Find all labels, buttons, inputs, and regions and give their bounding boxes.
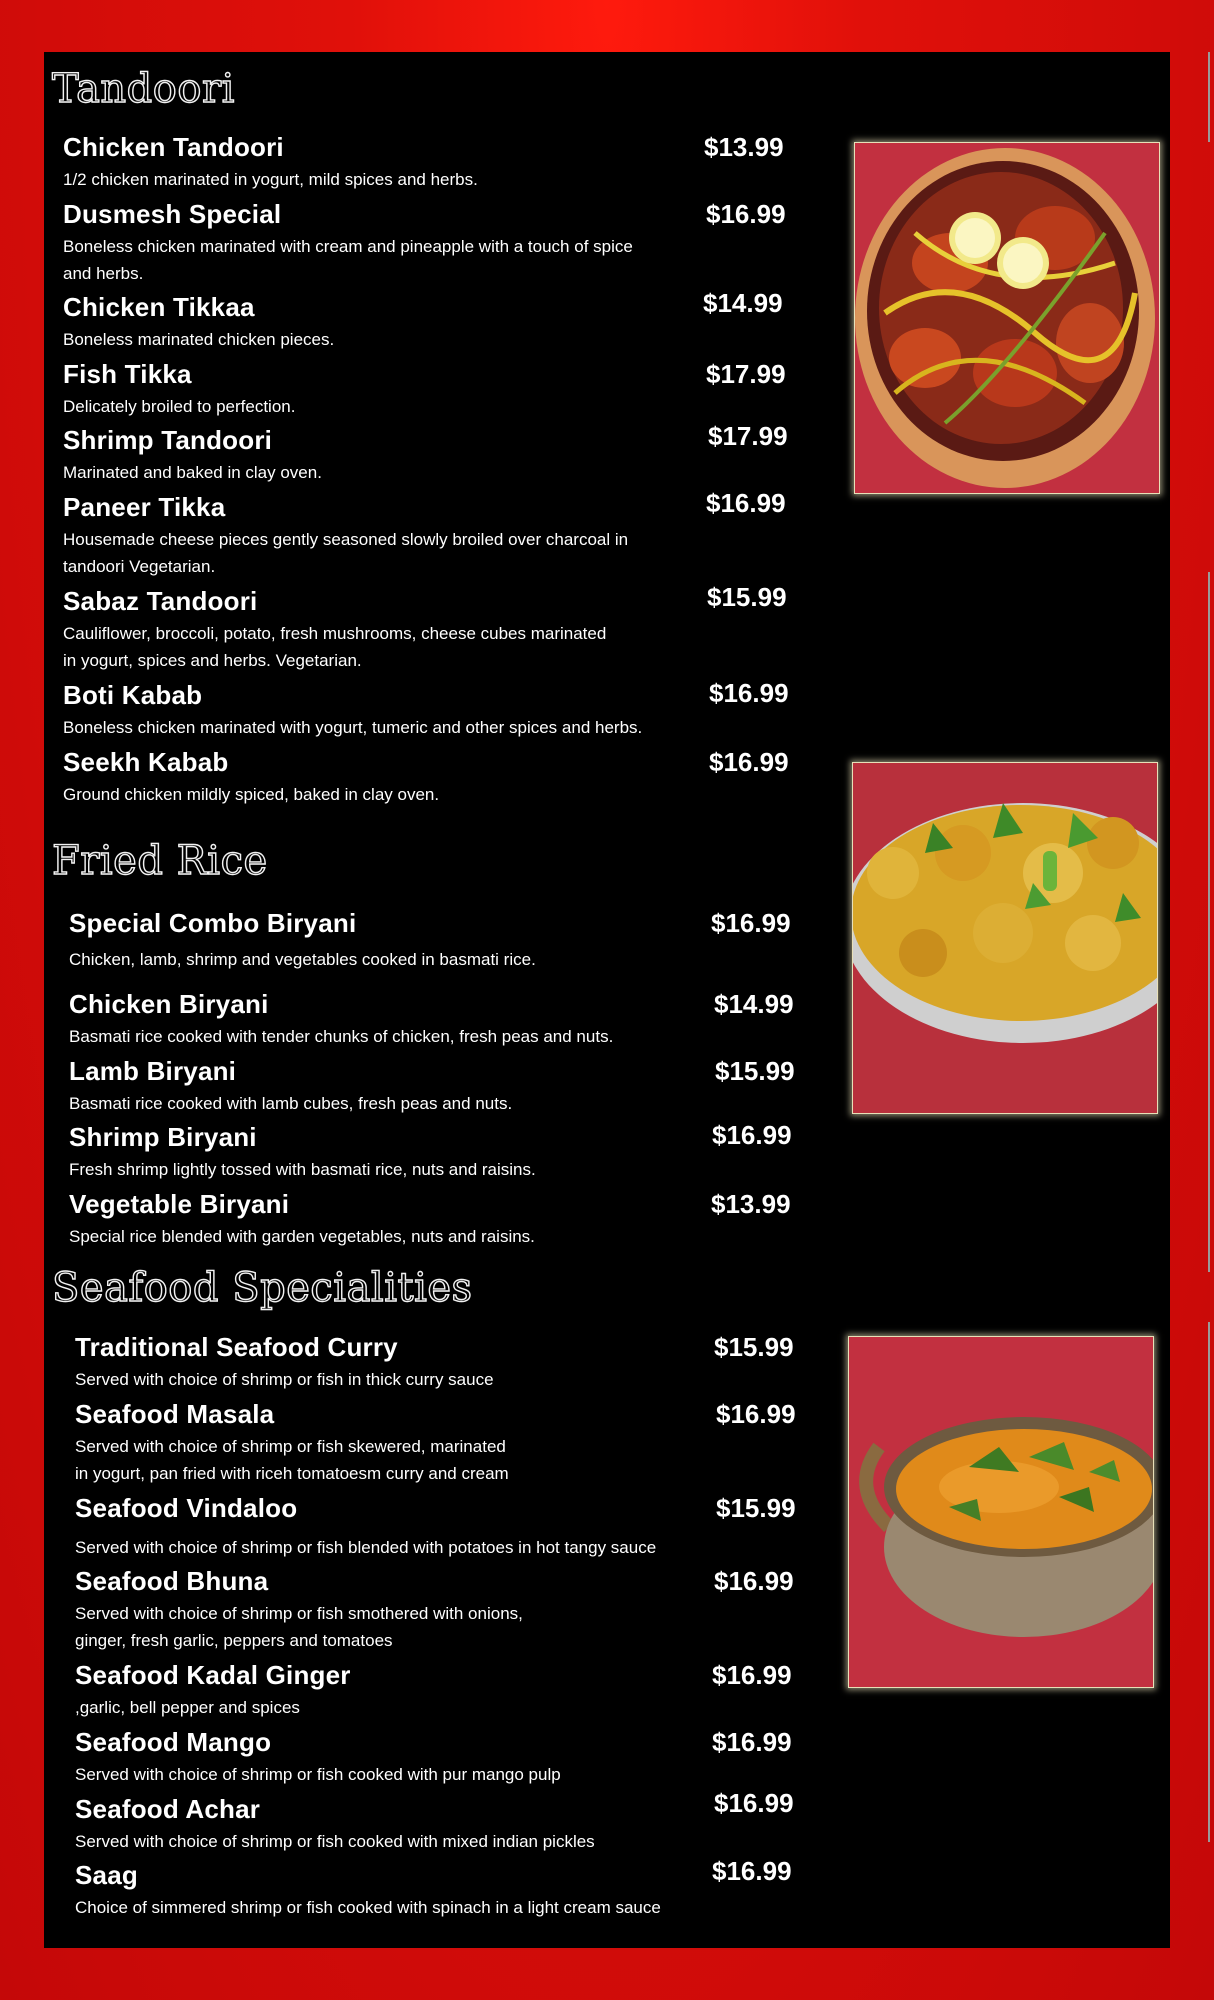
item-name: Seafood Mango — [75, 1727, 272, 1757]
item-price: $16.99 — [712, 1120, 792, 1150]
section-title-tandoori: Tandoori — [52, 66, 235, 112]
right-edge-line — [1208, 572, 1210, 1272]
item-price: $17.99 — [706, 359, 786, 389]
item-name: Seafood Kadal Ginger — [75, 1660, 351, 1690]
item-price: $16.99 — [709, 678, 789, 708]
item-description: Served with choice of shrimp or fish in thick curry sauce — [75, 1370, 494, 1389]
item-description: Cauliflower, broccoli, potato, fresh mushrooms, cheese cubes marinated in yogurt, spices and herbs. Vegetarian. — [63, 624, 607, 670]
section-title-fried-rice: Fried Rice — [52, 838, 268, 884]
item-price: $15.99 — [716, 1493, 796, 1523]
item-price: $16.99 — [711, 908, 791, 938]
item-name: Seekh Kabab — [63, 747, 229, 777]
item-name: Saag — [75, 1860, 138, 1890]
item-description: Served with choice of shrimp or fish blended with potatoes in hot tangy sauce — [75, 1538, 657, 1557]
item-price: $16.99 — [716, 1399, 796, 1429]
item-name: Vegetable Biryani — [69, 1189, 290, 1219]
item-name: Chicken Tandoori — [63, 132, 284, 162]
item-description: Fresh shrimp lightly tossed with basmati rice, nuts and raisins. — [69, 1160, 536, 1179]
item-name: Traditional Seafood Curry — [75, 1332, 398, 1362]
right-edge-line — [1208, 1322, 1210, 1842]
item-price: $14.99 — [703, 288, 783, 318]
item-description: Marinated and baked in clay oven. — [63, 463, 322, 482]
item-name: Boti Kabab — [63, 680, 203, 710]
item-price: $13.99 — [704, 132, 784, 162]
item-name: Lamb Biryani — [69, 1056, 237, 1086]
item-price: $16.99 — [714, 1566, 794, 1596]
item-name: Seafood Masala — [75, 1399, 275, 1429]
item-description: Served with choice of shrimp or fish skewered, marinated in yogurt, pan fried with riceh tomatoesm curry and cream — [75, 1437, 509, 1483]
item-price: $13.99 — [711, 1189, 791, 1219]
item-name: Shrimp Biryani — [69, 1122, 257, 1152]
item-description: Served with choice of shrimp or fish smothered with onions, ginger, fresh garlic, peppers and tomatoes — [75, 1604, 523, 1650]
right-edge-line — [1208, 52, 1210, 142]
item-description: Basmati rice cooked with tender chunks of chicken, fresh peas and nuts. — [69, 1027, 614, 1046]
item-description: Served with choice of shrimp or fish cooked with mixed indian pickles — [75, 1832, 595, 1851]
item-price: $15.99 — [707, 582, 787, 612]
item-description: Delicately broiled to perfection. — [63, 397, 296, 416]
item-price: $16.99 — [712, 1727, 792, 1757]
item-name: Seafood Achar — [75, 1794, 261, 1824]
item-name: Sabaz Tandoori — [63, 586, 258, 616]
item-price: $17.99 — [708, 421, 788, 451]
section-title-seafood-specialities: Seafood Specialities — [52, 1265, 473, 1311]
item-description: Housemade cheese pieces gently seasoned slowly broiled over charcoal in tandoori Vegetarian. — [63, 530, 629, 576]
item-name: Seafood Bhuna — [75, 1566, 269, 1596]
item-price: $14.99 — [714, 989, 794, 1019]
item-description: Boneless chicken marinated with cream and pineapple with a touch of spice and herbs. — [63, 237, 633, 283]
item-description: 1/2 chicken marinated in yogurt, mild spices and herbs. — [63, 170, 478, 189]
menu-board — [44, 52, 1170, 1948]
biryani-plate-photo — [852, 762, 1158, 1114]
item-price: $15.99 — [714, 1332, 794, 1362]
item-price: $16.99 — [706, 488, 786, 518]
item-price: $16.99 — [706, 199, 786, 229]
item-name: Chicken Biryani — [69, 989, 269, 1019]
item-description: Ground chicken mildly spiced, baked in clay oven. — [63, 785, 440, 804]
item-description: Chicken, lamb, shrimp and vegetables cooked in basmati rice. — [69, 950, 536, 969]
chicken-tandoori-sizzler-photo — [854, 142, 1160, 494]
item-price: $16.99 — [709, 747, 789, 777]
item-name: Shrimp Tandoori — [63, 425, 273, 455]
item-name: Dusmesh Special — [63, 199, 282, 229]
item-description: ,garlic, bell pepper and spices — [75, 1698, 300, 1717]
item-name: Special Combo Biryani — [69, 908, 357, 938]
seafood-curry-bowl-photo — [848, 1336, 1154, 1688]
item-price: $16.99 — [714, 1788, 794, 1818]
item-name: Chicken Tikkaa — [63, 292, 255, 322]
item-description: Boneless chicken marinated with yogurt, tumeric and other spices and herbs. — [63, 718, 643, 737]
item-description: Basmati rice cooked with lamb cubes, fresh peas and nuts. — [69, 1094, 513, 1113]
item-price: $15.99 — [715, 1056, 795, 1086]
item-description: Boneless marinated chicken pieces. — [63, 330, 335, 349]
item-name: Fish Tikka — [63, 359, 192, 389]
item-description: Special rice blended with garden vegetables, nuts and raisins. — [69, 1227, 535, 1246]
item-name: Paneer Tikka — [63, 492, 226, 522]
item-description: Served with choice of shrimp or fish cooked with pur mango pulp — [75, 1765, 561, 1784]
item-price: $16.99 — [712, 1856, 792, 1886]
item-description: Choice of simmered shrimp or fish cooked with spinach in a light cream sauce — [75, 1898, 661, 1917]
item-name: Seafood Vindaloo — [75, 1493, 298, 1523]
item-price: $16.99 — [712, 1660, 792, 1690]
